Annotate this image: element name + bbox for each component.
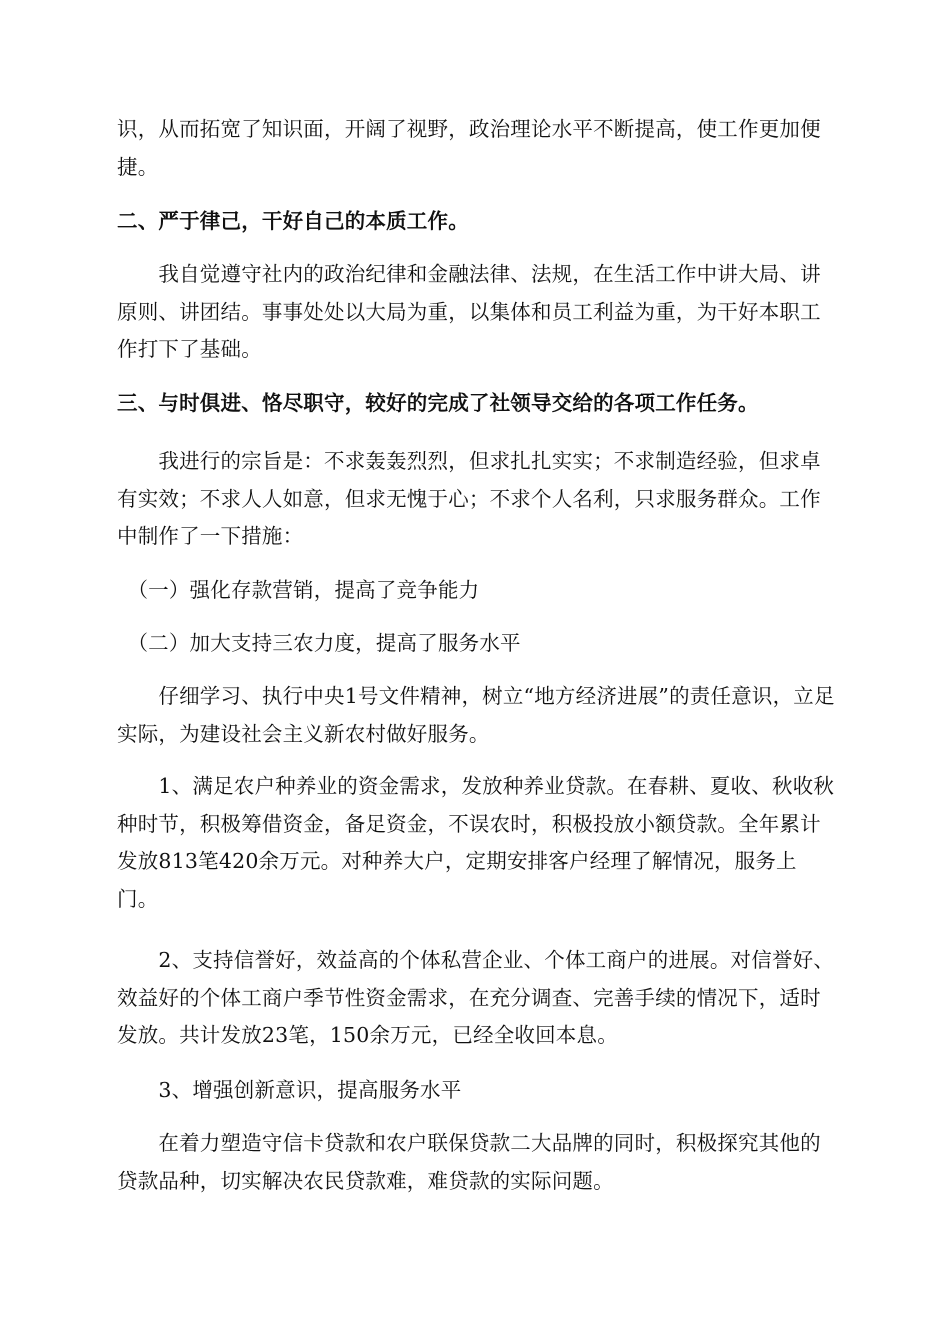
- paragraph-point-2: 2、支持信誉好，效益高的个体私营企业、个体工商户的进展。对信誉好、效益好的个体工商户季节性资金需求，在充分调查、完善手续的情况下，适时发放。共计发放23笔，150余万元，已经全收回本息。: [117, 948, 835, 1047]
- paragraph-purpose: 我进行的宗旨是：不求轰轰烈烈，但求扎扎实实；不求制造经验，但求卓有实效；不求人人如意，但求无愧于心；不求个人名利，只求服务群众。工作中制作了一下措施：: [117, 449, 821, 548]
- measure-item-1: （一）强化存款营销，提高了竞争能力: [117, 578, 480, 602]
- paragraph-continuation: 识，从而拓宽了知识面，开阔了视野，政治理论水平不断提高，使工作更加便捷。: [117, 117, 821, 179]
- section-heading-3: 三、与时俱进、恪尽职守，较好的完成了社领导交给的各项工作任务。: [117, 391, 759, 415]
- paragraph-loan-brands: 在着力塑造守信卡贷款和农户联保贷款二大品牌的同时，积极探究其他的贷款品种，切实解决农民贷款难，难贷款的实际问题。: [117, 1131, 821, 1193]
- paragraph-point-1: 1、满足农户种养业的资金需求，发放种养业贷款。在春耕、夏收、秋收秋种时节，积极筹借资金，备足资金，不误农时，积极投放小额贷款。全年累计发放813笔420余万元。对种养大户，定期安排客户经理了解情况，服务上门。: [117, 774, 835, 911]
- paragraph-central-document: 仔细学习、执行中央1号文件精神，树立“地方经济进展”的责任意识，立足实际，为建设社会主义新农村做好服务。: [117, 684, 835, 746]
- paragraph-discipline: 我自觉遵守社内的政治纪律和金融法律、法规，在生活工作中讲大局、讲原则、讲团结。事事处处以大局为重，以集体和员工利益为重，为干好本职工作打下了基础。: [117, 262, 821, 361]
- measure-item-2: （二）加大支持三农力度，提高了服务水平: [117, 631, 521, 655]
- paragraph-point-3: 3、增强创新意识，提高服务水平: [117, 1078, 462, 1102]
- section-heading-2: 二、严于律己，干好自己的本质工作。: [117, 209, 469, 233]
